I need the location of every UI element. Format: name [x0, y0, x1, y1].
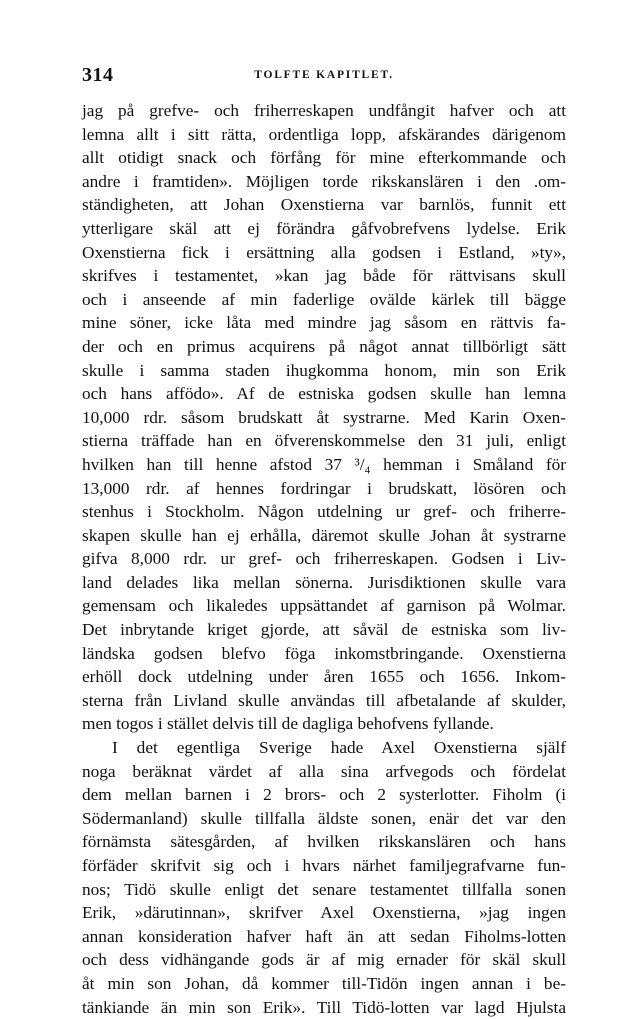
text-line: erhöll dock utdelning under åren 1655 och 1656. Inkom- — [82, 667, 566, 687]
text-line: dem mellan barnen i 2 brors- och 2 systerlotter. Fiholm (i — [82, 785, 566, 805]
text-line: tänkiande än min son Erik». Till Tidö-lotten var lagd Hjulsta — [82, 997, 566, 1017]
page-number: 314 — [82, 64, 114, 86]
text-line: 10,000 rdr. såsom brudskatt åt systrarne. Med Karin Oxen- — [82, 407, 566, 427]
text-line: förfäder skrifvit sig och i hvars närhet familjegrafvarne fun- — [82, 856, 566, 875]
text-line: hvilken han till henne afstod 37 ³/₄ hemman i Småland för — [82, 454, 566, 474]
text-line: Oxenstierna fick i ersättning alla godsen i Estland, »ty», — [82, 242, 566, 262]
text-line: 13,000 rdr. af hennes fordringar i brudskatt, lösören och — [82, 478, 566, 498]
text-line: och hans affödo». Af de estniska godsen skulle han lemna — [82, 384, 566, 404]
text-line: gemensam och likaledes uppsättandet af garnison på Wolmar. — [82, 596, 566, 616]
text-line: sterna från Livland skulle användas till afbetalande af skulder, — [82, 690, 566, 710]
text-line: skapen skulle han ej erhålla, däremot skulle Johan åt systrarne — [82, 525, 566, 545]
body-text — [82, 99, 566, 1019]
text-line: land delades lika mellan sönerna. Jurisdiktionen skulle vara — [82, 572, 566, 592]
text-line: ländska godsen blefvo föga inkomstbringande. Oxenstierna — [82, 643, 566, 663]
page-header — [82, 64, 566, 88]
text-line: annan konsideration hafver haft än att sedan Fiholms-lotten — [82, 926, 566, 946]
text-line: skulle i samma staden ihugkomma honom, min son Erik — [82, 360, 566, 380]
text-line: noga beräknat värdet af alla sina arfvegods och fördelat — [82, 761, 566, 781]
text-line: jag på grefve- och friherreskapen undfångit hafver och att — [82, 101, 566, 120]
paragraph-start-line: I det egentliga Sverige hade Axel Oxenstierna själf — [112, 738, 566, 758]
text-line: nos; Tidö skulle enligt det senare testamentet tillfalla sonen — [82, 879, 566, 899]
text-line: andre i framtiden». Möjligen torde rikskanslären i den .om- — [82, 171, 566, 191]
text-line: lemna allt i sitt rätta, ordentliga lopp, afskärandes därigenom — [82, 124, 566, 144]
text-line: mine söner, icke låta med mindre jag såsom en rättvis fa- — [82, 313, 566, 333]
text-line: skrifves i testamentet, »kan jag både för rättvisans skull — [82, 266, 566, 286]
text-line: ytterligare skäl att ej förändra gåfvobrefvens lydelse. Erik — [82, 218, 566, 238]
text-line: och dess vidhängande gods är af mig ernader för skäl skull — [82, 950, 566, 970]
text-line: och i anseende af min faderlige ovälde kärlek till bägge — [82, 289, 566, 309]
paragraph-end-line: men togos i stället delvis till de dagliga behofvens fyllande. — [82, 714, 494, 734]
text-line: allt otidigt snack och förfång för mine efterkommande och — [82, 148, 566, 168]
running-head: TOLFTE KAPITLET. — [254, 69, 394, 81]
text-line: ständigheten, att Johan Oxenstierna var barnlös, funnit ett — [82, 195, 566, 215]
text-line: Erik, »därutinnan», skrifver Axel Oxenstierna, »jag ingen — [82, 903, 566, 923]
text-line: stenhus i Stockholm. Någon utdelning ur gref- och friherre- — [82, 502, 566, 522]
text-line: Södermanland) skulle tillfalla äldste sonen, enär det var den — [82, 808, 566, 828]
text-line: åt min son Johan, då kommer till-Tidön ingen annan i be- — [82, 973, 566, 993]
text-line: der och en primus acquirens på något annat tillbörligt sätt — [82, 336, 566, 356]
text-line: förnämsta sätesgården, af hvilken rikskanslären och hans — [82, 832, 566, 852]
text-line: gifva 8,000 rdr. ur gref- och friherreskapen. Godsen i Liv- — [82, 549, 566, 569]
text-line: stierna träffade han en öfverenskommelse den 31 juli, enligt — [82, 431, 566, 451]
text-line: Det inbrytande kriget gjorde, att såväl de estniska som liv- — [82, 620, 566, 640]
